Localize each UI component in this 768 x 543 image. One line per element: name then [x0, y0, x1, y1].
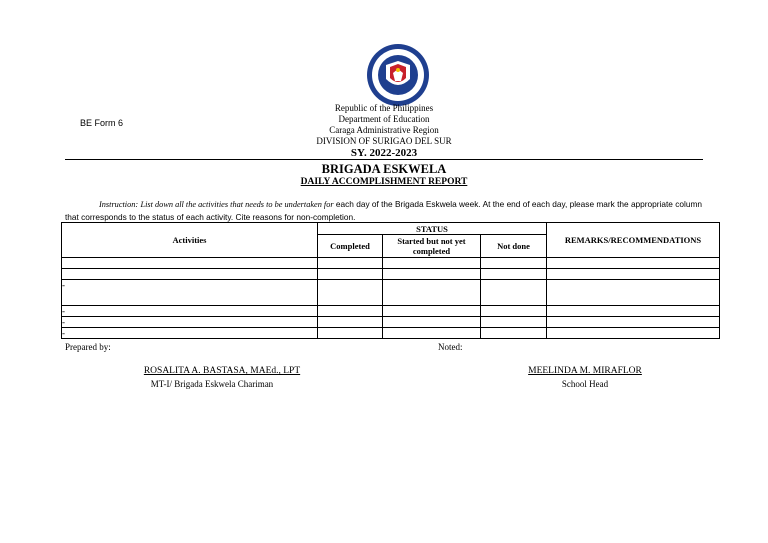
- activity-cell[interactable]: -: [62, 306, 318, 317]
- table-row: [62, 306, 720, 317]
- table-row: [62, 317, 720, 328]
- header-line-1: Republic of the Philippines: [334, 103, 434, 113]
- col-status: STATUS: [318, 223, 547, 235]
- activity-cell[interactable]: -: [62, 328, 318, 339]
- head-role: School Head: [561, 379, 609, 389]
- agency-header: [0, 103, 768, 159]
- form-number: BE Form 6: [80, 118, 124, 128]
- instruction-label: Instruction:: [99, 200, 139, 209]
- table-row: [62, 258, 720, 269]
- report-title: BRIGADA ESKWELA: [321, 162, 447, 176]
- head-name: MEELINDA M. MIRAFLOR: [528, 366, 642, 376]
- header-line-4: DIVISION OF SURIGAO DEL SUR: [316, 136, 452, 146]
- accomplishment-table: [61, 222, 720, 339]
- activity-cell[interactable]: -: [62, 317, 318, 328]
- col-not-done: Not done: [481, 235, 547, 258]
- table-row: [62, 269, 720, 280]
- instruction-rest: each day of the Brigada Eskwela week. At the end of each day, please mark the appropriate column that corresponds to the status of each activity. Cite reasons for non-completion.: [65, 199, 702, 222]
- col-remarks: REMARKS/RECOMMENDATIONS: [547, 223, 720, 258]
- deped-seal-logo: [366, 43, 430, 107]
- activity-cell[interactable]: [62, 269, 318, 280]
- header-line-3: Caraga Administrative Region: [329, 125, 439, 135]
- header-line-2: Department of Education: [338, 114, 430, 124]
- preparer-name: ROSALITA A. BASTASA, MAEd., LPT: [143, 366, 301, 376]
- instruction-text: [65, 198, 705, 223]
- col-activities: Activities: [62, 223, 318, 258]
- prepared-by-label: Prepared by:: [65, 342, 111, 352]
- report-subtitle: DAILY ACCOMPLISHMENT REPORT: [300, 177, 468, 187]
- preparer-role: MT-I/ Brigada Eskwela Chariman: [150, 379, 274, 389]
- activity-cell[interactable]: [62, 258, 318, 269]
- header-divider: [65, 159, 703, 160]
- instruction-italic: List down all the activities that needs to be undertaken for: [140, 200, 334, 209]
- school-year: SY. 2022-2023: [350, 147, 418, 159]
- table-row: [62, 280, 720, 306]
- table-row: [62, 328, 720, 339]
- noted-label: Noted:: [438, 342, 463, 352]
- activity-cell[interactable]: -: [62, 280, 318, 306]
- col-started: Started but not yet completed: [383, 235, 481, 258]
- col-completed: Completed: [318, 235, 383, 258]
